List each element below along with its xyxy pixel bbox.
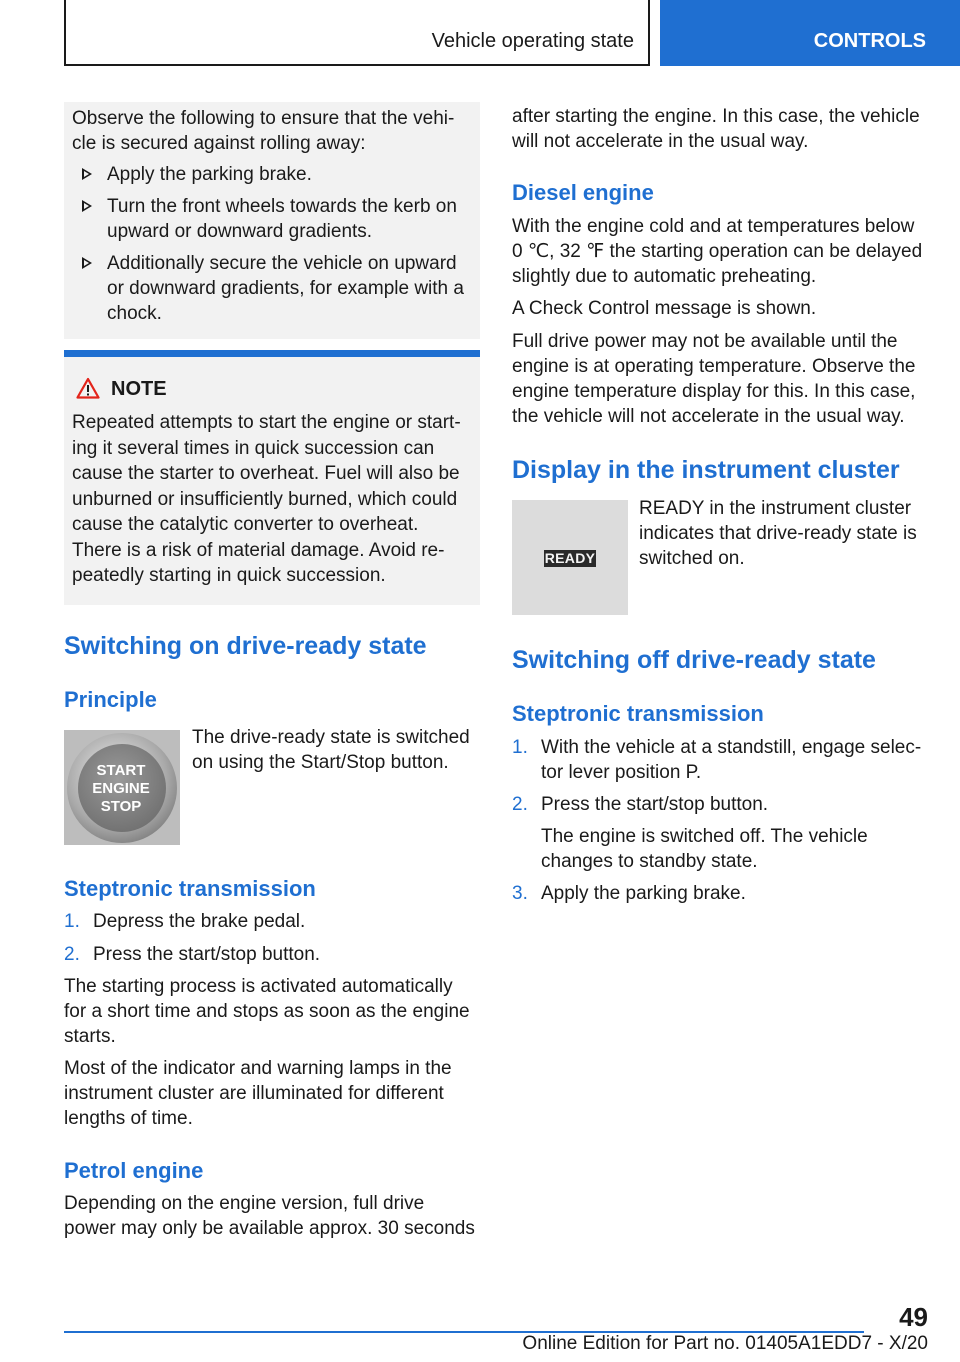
warning-triangle-icon	[76, 377, 100, 399]
info-intro-line: cle is secured against rolling away:	[72, 133, 366, 154]
check-control-paragraph	[512, 296, 942, 321]
paragraph-line: Depending on the engine version, full drive	[64, 1193, 425, 1214]
note-line: cause the catalytic converter to overheat.	[72, 514, 419, 535]
steptronic-off-heading: Steptronic transmission	[512, 701, 764, 726]
full-power-paragraph	[512, 329, 942, 429]
note-text	[72, 410, 476, 589]
step-text: Press the start/stop button.	[93, 944, 321, 965]
step-item	[512, 735, 942, 787]
step-line: changes to standby state.	[541, 851, 758, 872]
footer-edition: Online Edition for Part no. 01405A1EDD7 - X/20	[522, 1333, 928, 1354]
paragraph-line: after starting the engine. In this case, the vehicle	[512, 106, 920, 127]
step-item	[512, 881, 942, 906]
step-number: 2.	[512, 794, 528, 815]
note-line: There is a risk of material damage. Avoid re-	[72, 539, 445, 561]
step-line: Apply the parking brake.	[541, 883, 746, 904]
triangle-bullet-icon	[82, 168, 92, 180]
ready-badge: READY	[544, 550, 596, 566]
principle-text	[192, 725, 482, 775]
start-stop-button-image	[64, 730, 180, 845]
header-chapter-tab[interactable]	[660, 0, 960, 66]
step-number: 2.	[64, 944, 80, 965]
petrol-engine-heading: Petrol engine	[64, 1158, 204, 1183]
note-line: Repeated attempts to start the engine or start-	[72, 412, 461, 433]
note-title: NOTE	[111, 378, 167, 400]
diesel-preheat-paragraph	[512, 214, 952, 289]
header-chapter-title: CONTROLS	[813, 30, 926, 52]
paragraph-line: power may only be available approx. 30 seconds	[64, 1218, 475, 1239]
starting-process-paragraph	[64, 974, 484, 1049]
paragraph-line: READY in the instrument cluster	[639, 498, 912, 519]
petrol-continuation-paragraph	[512, 104, 942, 154]
principle-heading: Principle	[64, 687, 157, 712]
info-box-intro	[72, 106, 472, 156]
diesel-engine-heading: Diesel engine	[512, 180, 654, 205]
ready-description	[639, 496, 939, 571]
bullet-line: Turn the front wheels towards the kerb on	[107, 196, 457, 217]
note-line: unburned or insufficiently burned, which could	[72, 488, 458, 510]
paragraph-line: lengths of time.	[64, 1108, 193, 1129]
step-number: 3.	[512, 883, 528, 904]
step-line: tor lever position P.	[541, 762, 702, 783]
step-item	[64, 909, 480, 934]
step-text	[541, 735, 921, 785]
step-number: 1.	[512, 737, 528, 758]
paragraph-line: switched on.	[639, 548, 745, 569]
display-cluster-heading: Display in the instrument cluster	[512, 456, 900, 484]
info-intro-line: Observe the following to ensure that the vehi-	[72, 108, 455, 129]
header-section-box	[64, 0, 650, 66]
bullet-line: chock.	[107, 303, 162, 324]
paragraph-line: indicates that drive-ready state is	[639, 523, 917, 544]
paragraph-line: for a short time and stops as soon as the engine	[64, 1001, 470, 1022]
note-line: peatedly starting in quick succession.	[72, 565, 386, 586]
button-label-stop: STOP	[100, 798, 142, 815]
step-item	[512, 792, 942, 870]
step-line: Press the start/stop button.	[541, 794, 769, 815]
rolling-away-info-box	[64, 102, 480, 339]
paragraph-line: A Check Control message is shown.	[512, 298, 817, 319]
triangle-bullet-icon	[82, 200, 92, 212]
note-box	[64, 350, 480, 605]
paragraph-line: 0 ℃, 32 ℉ the starting operation can be delayed	[512, 241, 923, 262]
button-label-start: START	[96, 762, 146, 779]
principle-line: on using the Start/Stop button.	[192, 752, 449, 773]
step-text	[541, 881, 746, 906]
paragraph-line: instrument cluster are illuminated for different	[64, 1083, 444, 1104]
paragraph-line: will not accelerate in the usual way.	[512, 131, 809, 152]
paragraph-line: starts.	[64, 1026, 116, 1047]
note-line: ing it several times in quick succession can	[72, 437, 435, 459]
paragraph-line: the vehicle will not accelerate in the usual way.	[512, 406, 905, 427]
step-item	[64, 942, 480, 967]
indicator-lamps-paragraph	[64, 1056, 484, 1131]
paragraph-line: engine temperature display for this. In this case,	[512, 381, 916, 402]
step-text: Depress the brake pedal.	[93, 911, 306, 932]
bullet-line: Additionally secure the vehicle on upward	[107, 253, 457, 274]
bullet-line: upward or downward gradients.	[107, 221, 373, 242]
step-text	[541, 792, 868, 874]
section-title-switch-on: Switching on drive-ready state	[64, 632, 427, 660]
bullet-text	[107, 194, 472, 244]
header-section-title: Vehicle operating state	[431, 30, 634, 52]
bullet-text	[107, 251, 472, 326]
step-number: 1.	[64, 911, 80, 932]
steptronic-heading: Steptronic transmission	[64, 876, 316, 901]
bullet-line: or downward gradients, for example with a	[107, 278, 464, 299]
triangle-bullet-icon	[82, 257, 92, 269]
paragraph-line: engine is at operating temperature. Observe the	[512, 356, 916, 377]
paragraph-line: With the engine cold and at temperatures below	[512, 216, 915, 237]
button-label-engine: ENGINE	[92, 780, 150, 797]
petrol-engine-paragraph	[64, 1191, 484, 1241]
step-line: With the vehicle at a standstill, engage selec-	[541, 737, 922, 758]
section-title-switch-off: Switching off drive-ready state	[512, 646, 876, 674]
paragraph-line: slightly due to automatic preheating.	[512, 266, 817, 287]
paragraph-line: Full drive power may not be available until the	[512, 331, 898, 352]
start-engine-stop-button-icon	[64, 730, 180, 845]
principle-line: The drive-ready state is switched	[192, 727, 470, 748]
bullet-text: Apply the parking brake.	[107, 164, 312, 185]
paragraph-line: The starting process is activated automatically	[64, 976, 453, 997]
note-line: cause the starter to overheat. Fuel will also be	[72, 463, 460, 484]
paragraph-line: Most of the indicator and warning lamps in the	[64, 1058, 452, 1079]
ready-indicator-image	[512, 500, 628, 615]
page-number: 49	[899, 1302, 928, 1332]
step-line: The engine is switched off. The vehicle	[541, 826, 868, 847]
